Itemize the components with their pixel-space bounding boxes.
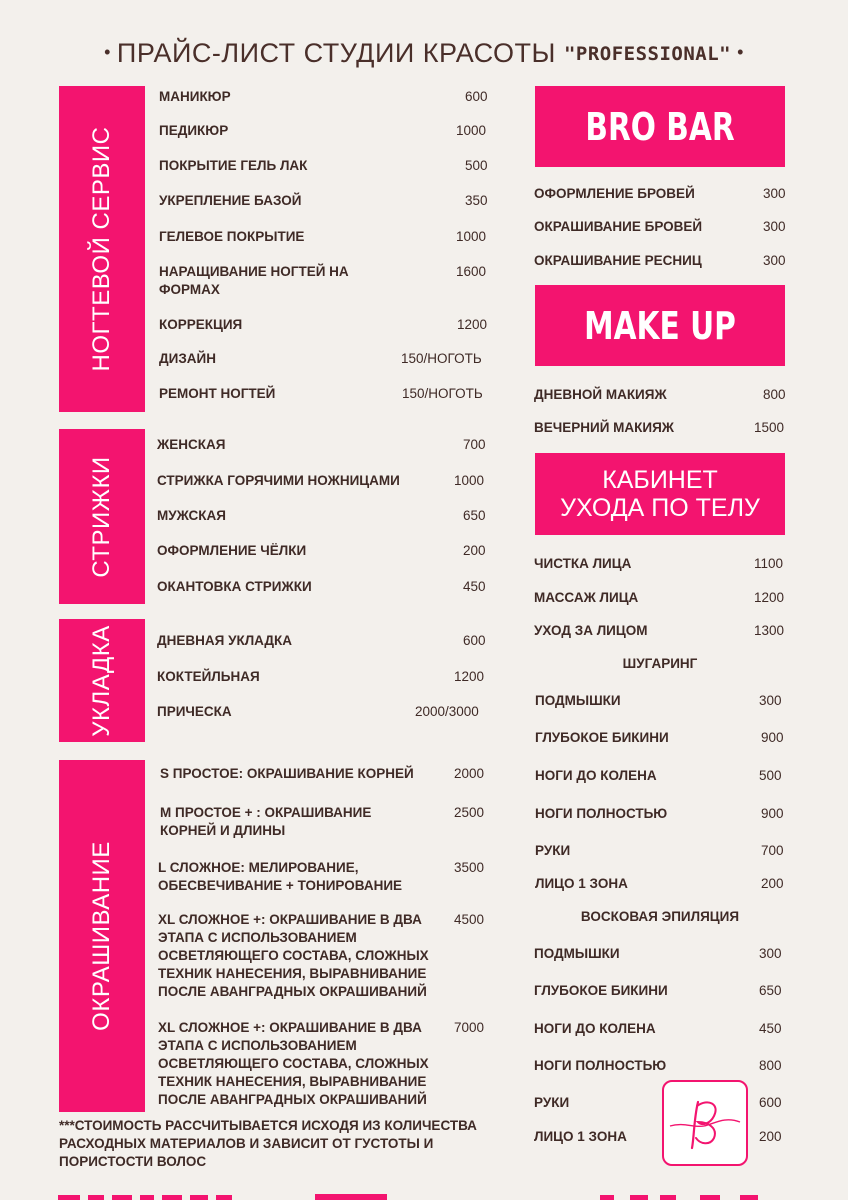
category-bar-nail: НОГТЕВОЙ СЕРВИС (59, 86, 145, 412)
category-bar-haircut: СТРИЖКИ (59, 429, 145, 604)
subsection-wax: ВОСКОВАЯ ЭПИЛЯЦИЯ (580, 909, 740, 924)
page-title (0, 38, 848, 69)
bullet-icon: • (104, 42, 111, 62)
studio-logo-icon (662, 1080, 748, 1166)
section-header-bro-bar: BRO BAR (535, 86, 785, 167)
section-header-make-up: MAKE UP (535, 285, 785, 366)
category-bar-styling: УКЛАДКА (59, 619, 145, 742)
bullet-icon: • (737, 42, 744, 62)
section-header-body-care: КАБИНЕТ УХОДА ПО ТЕЛУ (535, 453, 785, 535)
bottom-decoration (0, 1194, 848, 1200)
brand-name: "PROFESSIONAL" (563, 43, 732, 65)
footnote: ***СТОИМОСТЬ РАССЧИТЫВАЕТСЯ ИСХОДЯ ИЗ КОЛИЧЕСТВА РАСХОДНЫХ МАТЕРИАЛОВ И ЗАВИСИТ ОТ ГУСТОТЫ И ПОРИСТОСТИ ВОЛОС (59, 1118, 477, 1169)
title-text: ПРАЙС-ЛИСТ СТУДИИ КРАСОТЫ (116, 38, 556, 68)
logo-monogram-icon (664, 1082, 746, 1164)
category-bar-coloring: ОКРАШИВАНИЕ (59, 760, 145, 1112)
subsection-sugaring: ШУГАРИНГ (622, 656, 698, 671)
